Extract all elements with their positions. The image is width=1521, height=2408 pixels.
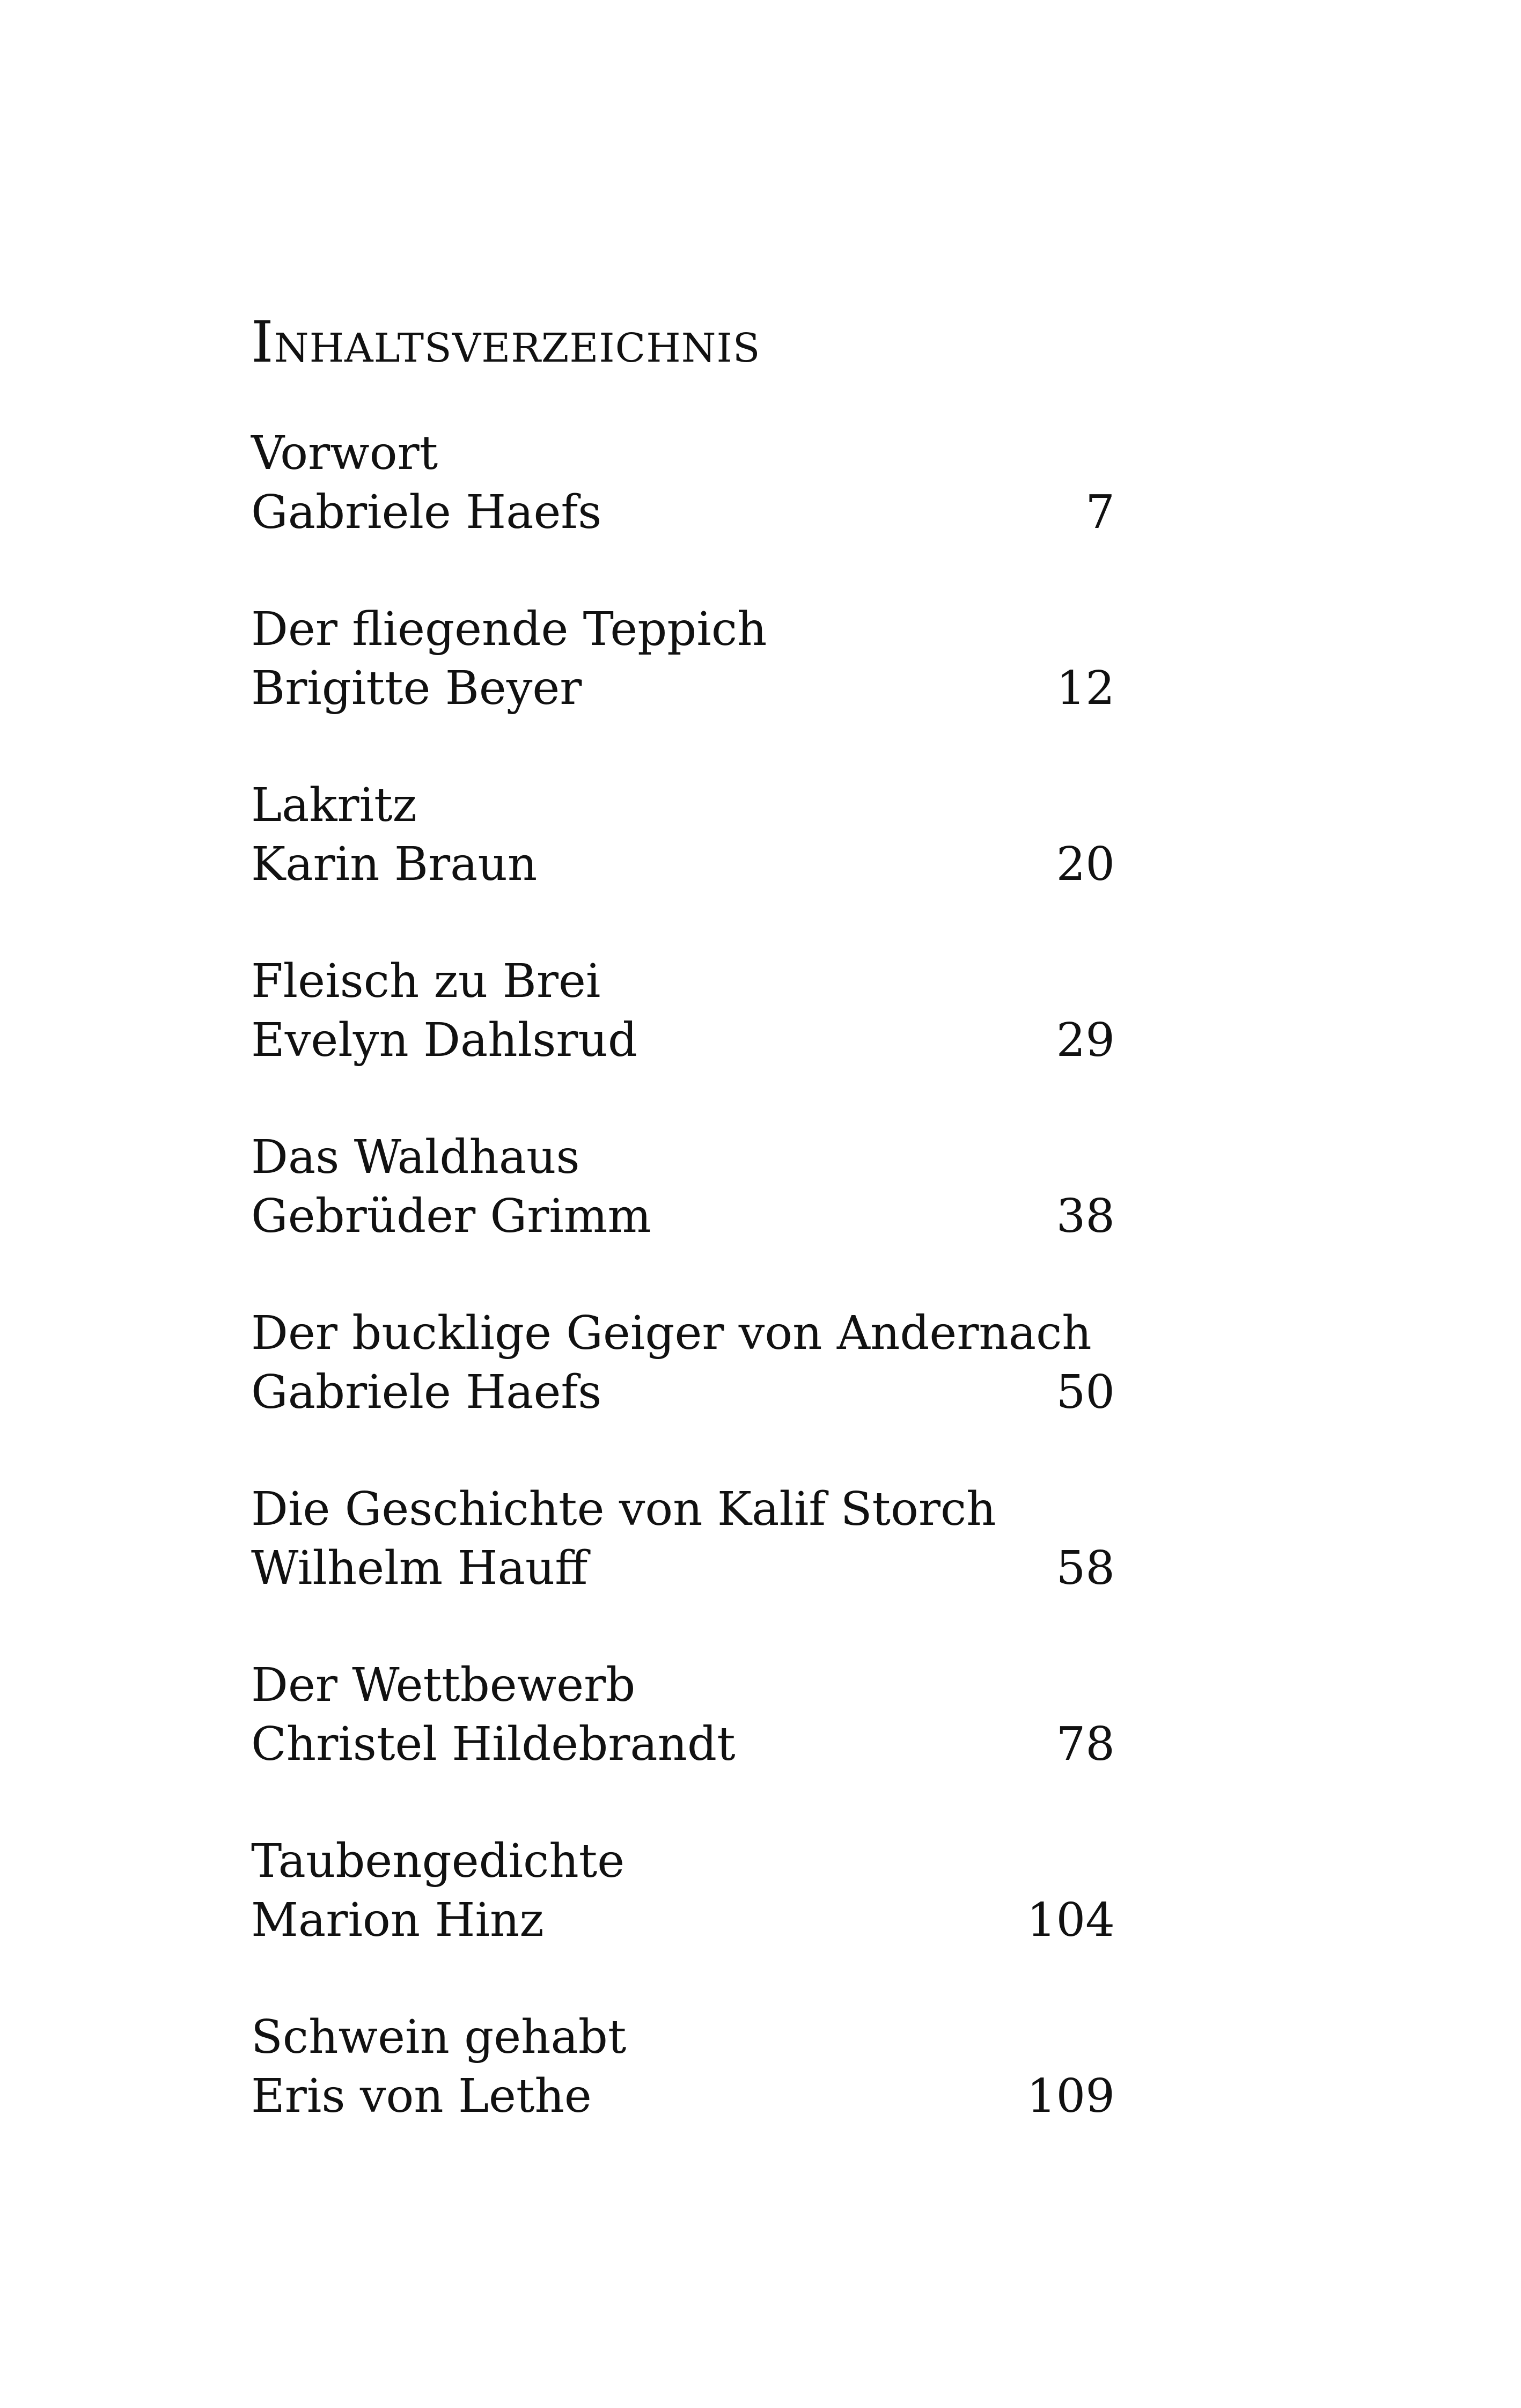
story-title: Schwein gehabt [251, 2010, 627, 2064]
story-author: Evelyn Dahlsrud [251, 1014, 637, 1067]
toc-entry [251, 1480, 1115, 1656]
page-number: 50 [1056, 1365, 1115, 1419]
story-author: Brigitte Beyer [251, 662, 582, 715]
story-title: Der bucklige Geiger von Andernach [251, 1306, 1092, 1360]
page-number: 12 [1056, 662, 1115, 715]
page-number: 58 [1056, 1541, 1115, 1595]
page-number: 109 [1026, 2069, 1115, 2123]
page-number: 38 [1056, 1190, 1115, 1243]
toc-list [251, 424, 1115, 2184]
page-number: 104 [1026, 1893, 1115, 1947]
story-author: Wilhelm Hauff [251, 1541, 588, 1595]
toc-entry [251, 1656, 1115, 1832]
story-title: Taubengedichte [251, 1834, 625, 1888]
toc-entry [251, 1128, 1115, 1304]
story-title: Das Waldhaus [251, 1130, 580, 1184]
story-author: Christel Hildebrandt [251, 1717, 736, 1771]
toc-entry [251, 952, 1115, 1128]
page-number: 78 [1056, 1717, 1115, 1771]
page-number: 20 [1056, 838, 1115, 891]
toc-entry [251, 776, 1115, 952]
story-title: Lakritz [251, 779, 417, 832]
story-title: Die Geschichte von Kalif Storch [251, 1482, 996, 1536]
story-title: Der fliegende Teppich [251, 603, 767, 656]
toc-entry [251, 1304, 1115, 1480]
story-title: Vorwort [251, 427, 438, 480]
page-title: Inhaltsverzeichnis [251, 309, 761, 375]
toc-entry [251, 1832, 1115, 2008]
page-number: 29 [1056, 1014, 1115, 1067]
story-author: Eris von Lethe [251, 2069, 592, 2123]
story-author: Karin Braun [251, 838, 538, 891]
page-number: 7 [1085, 486, 1115, 539]
toc-entry [251, 424, 1115, 600]
toc-entry [251, 2008, 1115, 2184]
story-author: Gabriele Haefs [251, 1365, 602, 1419]
story-title: Fleisch zu Brei [251, 955, 601, 1008]
toc-entry [251, 600, 1115, 776]
story-title: Der Wettbewerb [251, 1658, 636, 1712]
story-author: Marion Hinz [251, 1893, 544, 1947]
story-author: Gabriele Haefs [251, 486, 602, 539]
story-author: Gebrüder Grimm [251, 1190, 651, 1243]
